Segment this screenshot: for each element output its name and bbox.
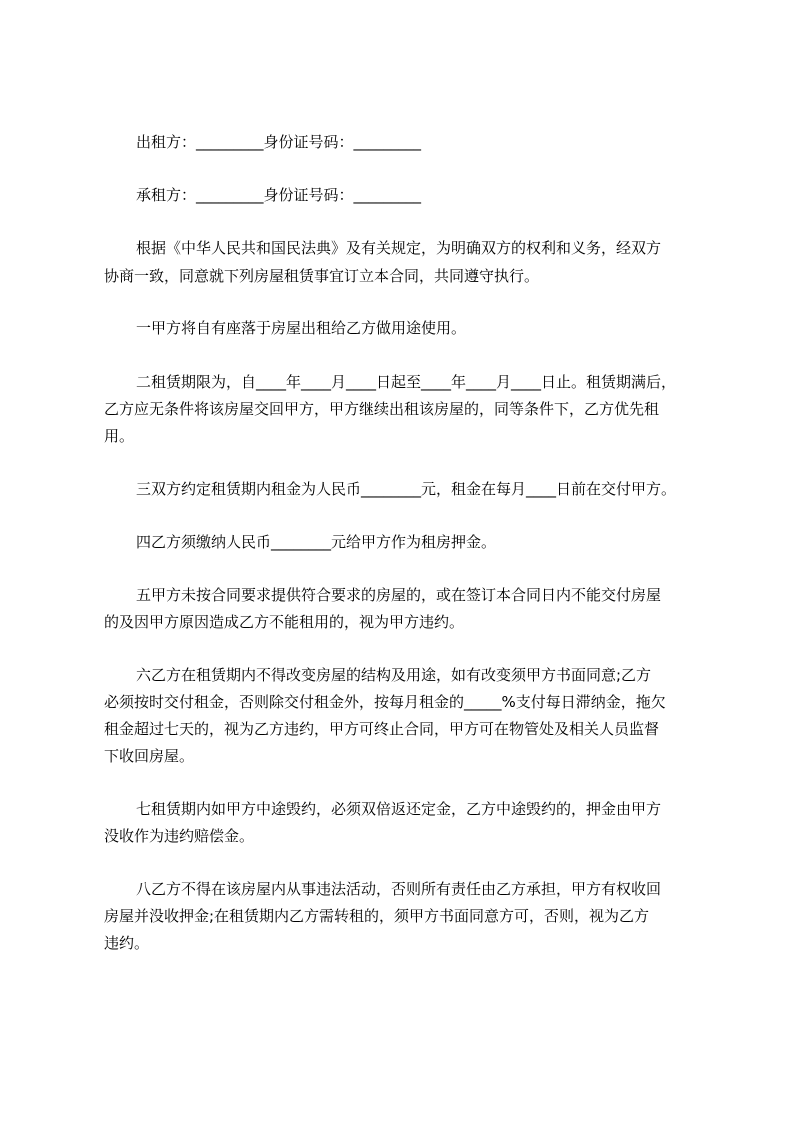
preamble-line-1: 根据《中华人民共和国民法典》及有关规定，为明确双方的权利和义务，经双方 [136,239,662,257]
clause-6-line-1: 六乙方在租赁期内不得改变房屋的结构及用途，如有改变须甲方书面同意;乙方 [136,666,652,684]
clause-6-line-2: 必须按时交付租金，否则除交付租金外，按每月租金的_____%支付每日滞纳金，拖欠 [104,693,666,711]
preamble-line-2: 协商一致，同意就下列房屋租赁事宜订立本合同，共同遵守执行。 [104,267,540,285]
clause-2-line-2: 乙方应无条件将该房屋交回甲方，甲方继续出租该房屋的，同等条件下，乙方优先租 [104,400,660,418]
clause-2-line-3: 用。 [104,427,135,445]
clause-7-line-2: 没收作为违约赔偿金。 [104,827,255,845]
clause-4-line-1: 四乙方须缴纳人民币________元给甲方作为租房押金。 [136,533,497,551]
lessor-line: 出租方：_________身份证号码：_________ [136,133,422,151]
lessee-line: 承租方：_________身份证号码：_________ [136,186,422,204]
clause-3-line-1: 三双方约定租赁期内租金为人民币________元，租金在每月____日前在交付甲方。 [136,480,677,498]
clause-1-line-1: 一甲方将自有座落于房屋出租给乙方做用途使用。 [136,319,467,337]
clause-6-line-4: 下收回房屋。 [104,747,195,765]
clause-5-line-2: 的及因甲方原因造成乙方不能租用的，视为甲方违约。 [104,613,465,631]
clause-6-line-3: 租金超过七天的，视为乙方违约，甲方可终止合同，甲方可在物管处及相关人员监督 [104,720,660,738]
clause-5-line-1: 五甲方未按合同要求提供符合要求的房屋的，或在签订本合同日内不能交付房屋 [136,586,662,604]
clause-2-line-1: 二租赁期限为，自____年____月____日起至____年____月____日止。租赁期满后， [136,373,677,391]
clause-8-line-1: 八乙方不得在该房屋内从事违法活动，否则所有责任由乙方承担，甲方有权收回 [136,880,662,898]
clause-8-line-3: 违约。 [104,934,150,952]
clause-8-line-2: 房屋并没收押金;在租赁期内乙方需转租的，须甲方书面同意方可，否则，视为乙方 [104,907,650,925]
clause-7-line-1: 七租赁期内如甲方中途毁约，必须双倍返还定金，乙方中途毁约的，押金由甲方 [136,800,662,818]
